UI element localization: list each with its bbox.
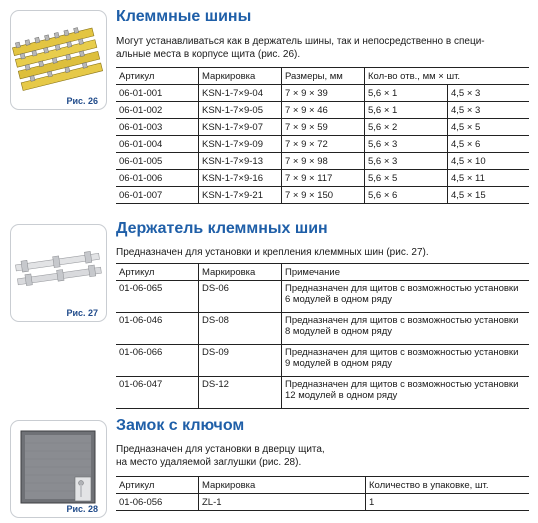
section-description — [116, 35, 526, 61]
section-title-bar-holder: Держатель клеммных шин — [116, 220, 328, 237]
figure-caption: Рис. 28 — [66, 504, 98, 514]
column-header: Примечание — [282, 264, 530, 281]
column-header: Кол-во отв., мм × шт. — [365, 68, 530, 85]
cell: KSN-1-7×9-16 — [199, 170, 282, 187]
note-cell — [282, 345, 530, 377]
cell: 4,5 × 3 — [448, 85, 530, 102]
cell: 01-06-066 — [116, 345, 199, 377]
cell: 01-06-046 — [116, 313, 199, 345]
column-header: Маркировка — [199, 477, 366, 494]
table-row — [116, 153, 529, 170]
cell: 06-01-004 — [116, 136, 199, 153]
cell: 7 × 9 × 72 — [282, 136, 365, 153]
section-title-terminal-bars: Клеммные шины — [116, 8, 252, 25]
note-line: 12 модулей в одном ряду — [285, 390, 398, 401]
section-title-lock: Замок с ключом — [116, 417, 245, 434]
table-row — [116, 170, 529, 187]
table-row — [116, 85, 529, 102]
table-row — [116, 494, 529, 511]
table-row — [116, 313, 529, 345]
cell: 5,6 × 6 — [365, 187, 448, 204]
section-description — [116, 443, 526, 469]
figure-27 — [10, 224, 107, 322]
cell: 4,5 × 3 — [448, 102, 530, 119]
cell: 01-06-065 — [116, 281, 199, 313]
cell: 7 × 9 × 39 — [282, 85, 365, 102]
column-header: Маркировка — [199, 68, 282, 85]
column-header: Артикул — [116, 68, 199, 85]
table-row — [116, 377, 529, 409]
table-row — [116, 119, 529, 136]
cell: KSN-1-7×9-07 — [199, 119, 282, 136]
note-line: Предназначен для щитов с возможностью установки — [285, 347, 519, 358]
bar-holder-image — [11, 225, 106, 321]
section-description: Предназначен для установки и крепления клеммных шин (рис. 27). — [116, 247, 429, 258]
cell: 5,6 × 3 — [365, 153, 448, 170]
figure-caption: Рис. 27 — [66, 308, 98, 318]
description-line: Могут устанавливаться как в держатель шины, так и непосредственно в специ- — [116, 36, 485, 47]
cell: 4,5 × 5 — [448, 119, 530, 136]
note-line: Предназначен для щитов с возможностью установки — [285, 283, 519, 294]
cell: DS-09 — [199, 345, 282, 377]
cell: 01-06-047 — [116, 377, 199, 409]
column-header: Артикул — [116, 477, 199, 494]
cell: 06-01-005 — [116, 153, 199, 170]
note-line: Предназначен для щитов с возможностью установки — [285, 315, 519, 326]
note-line: 6 модулей в одном ряду — [285, 294, 393, 305]
cell: 7 × 9 × 59 — [282, 119, 365, 136]
cell: 06-01-003 — [116, 119, 199, 136]
figure-28 — [10, 420, 107, 518]
cell: 5,6 × 1 — [365, 102, 448, 119]
lock-with-key-image — [11, 421, 106, 517]
cell: 01-06-056 — [116, 494, 199, 511]
cell: 06-01-006 — [116, 170, 199, 187]
table-row — [116, 281, 529, 313]
cell: 1 — [366, 494, 530, 511]
cell: 7 × 9 × 117 — [282, 170, 365, 187]
terminal-bars-table — [116, 67, 529, 204]
cell: 06-01-001 — [116, 85, 199, 102]
note-cell — [282, 281, 530, 313]
table-row — [116, 136, 529, 153]
note-cell — [282, 313, 530, 345]
table-header-row — [116, 264, 529, 281]
cell: 4,5 × 10 — [448, 153, 530, 170]
note-cell — [282, 377, 530, 409]
cell: KSN-1-7×9-13 — [199, 153, 282, 170]
figure-26 — [10, 10, 107, 110]
table-row — [116, 187, 529, 204]
cell: 5,6 × 5 — [365, 170, 448, 187]
cell: 7 × 9 × 98 — [282, 153, 365, 170]
cell: DS-12 — [199, 377, 282, 409]
cell: 06-01-002 — [116, 102, 199, 119]
bar-holder-table — [116, 263, 529, 409]
cell: 5,6 × 1 — [365, 85, 448, 102]
description-line: Предназначен для установки в дверцу щита, — [116, 444, 325, 455]
description-line: на место удаляемой заглушки (рис. 28). — [116, 457, 302, 468]
cell: ZL-1 — [199, 494, 366, 511]
cell: 5,6 × 2 — [365, 119, 448, 136]
column-header: Количество в упаковке, шт. — [366, 477, 530, 494]
note-line: Предназначен для щитов с возможностью установки — [285, 379, 519, 390]
cell: KSN-1-7×9-09 — [199, 136, 282, 153]
figure-caption: Рис. 26 — [66, 96, 98, 106]
cell: 4,5 × 6 — [448, 136, 530, 153]
cell: DS-08 — [199, 313, 282, 345]
cell: 06-01-007 — [116, 187, 199, 204]
cell: 4,5 × 15 — [448, 187, 530, 204]
cell: 7 × 9 × 46 — [282, 102, 365, 119]
note-line: 8 модулей в одном ряду — [285, 326, 393, 337]
description-line: альные места в корпусе щита (рис. 26). — [116, 49, 301, 60]
note-line: 9 модулей в одном ряду — [285, 358, 393, 369]
cell: 5,6 × 3 — [365, 136, 448, 153]
lock-table — [116, 476, 529, 511]
table-header-row — [116, 477, 529, 494]
table-row — [116, 345, 529, 377]
cell: KSN-1-7×9-21 — [199, 187, 282, 204]
table-row — [116, 102, 529, 119]
column-header: Размеры, мм — [282, 68, 365, 85]
cell: 7 × 9 × 150 — [282, 187, 365, 204]
cell: KSN-1-7×9-04 — [199, 85, 282, 102]
cell: KSN-1-7×9-05 — [199, 102, 282, 119]
terminal-bars-image — [11, 11, 106, 109]
column-header: Артикул — [116, 264, 199, 281]
column-header: Маркировка — [199, 264, 282, 281]
cell: DS-06 — [199, 281, 282, 313]
table-header-row — [116, 68, 529, 85]
cell: 4,5 × 11 — [448, 170, 530, 187]
